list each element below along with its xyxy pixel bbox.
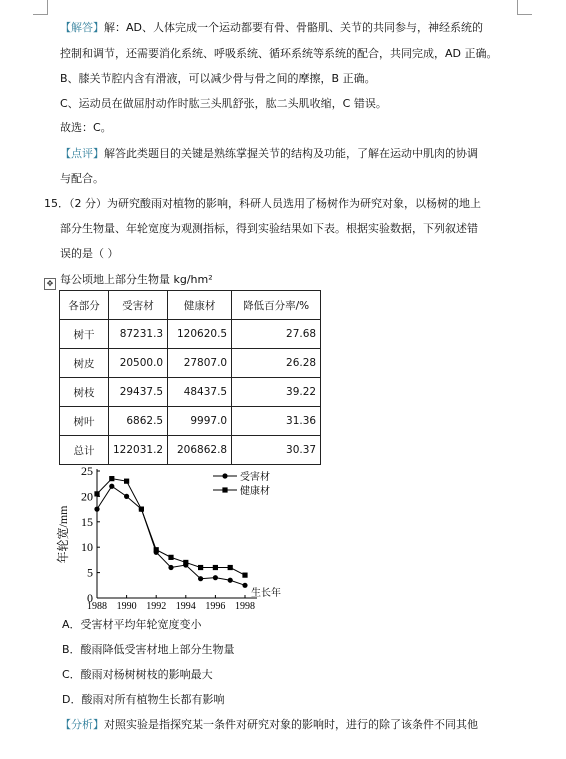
jieda-line-1 <box>60 20 483 36</box>
corner-mark-right <box>517 0 532 15</box>
data-point-square <box>154 547 159 552</box>
x-axis-label: 生长年 <box>251 588 281 599</box>
legend-marker-square <box>222 487 227 492</box>
dianping-text-1: 解答此类题目的关键是熟练掌握关节的结构及功能，了解在运动中肌肉的协调 <box>104 147 478 160</box>
x-tick-label: 1994 <box>175 601 196 610</box>
data-point-square <box>242 573 247 578</box>
biomass-table <box>59 290 321 465</box>
table-cell: 30.37 <box>232 436 321 465</box>
y-tick-label: 25 <box>81 464 93 478</box>
ring-width-chart <box>55 460 285 610</box>
table-cell: 122031.2 <box>109 436 168 465</box>
header-cell: 降低百分率/% <box>232 291 321 320</box>
y-tick-label: 15 <box>81 514 93 529</box>
table-cell: 39.22 <box>232 378 321 407</box>
y-tick-label: 5 <box>87 565 93 580</box>
dianping-tag: 【点评】 <box>60 147 104 160</box>
data-point-square <box>213 565 218 570</box>
y-tick-label: 0 <box>87 591 93 605</box>
y-tick-label: 10 <box>81 540 93 555</box>
table-header-row <box>60 291 321 320</box>
table-cell: 树叶 <box>60 407 109 436</box>
table-cell: 树皮 <box>60 349 109 378</box>
x-tick-label: 1998 <box>235 601 255 610</box>
jieda-tag: 【解答】 <box>60 21 104 34</box>
table-cell: 27.68 <box>232 320 321 349</box>
dianping-line-1 <box>60 146 478 162</box>
series-line-2 <box>97 479 245 576</box>
table-row <box>60 407 321 436</box>
header-cell: 健康材 <box>168 291 232 320</box>
data-point-circle <box>213 575 218 580</box>
data-point-square <box>228 565 233 570</box>
legend-label: 受害材 <box>240 472 270 483</box>
table-cell: 87231.3 <box>109 320 168 349</box>
fenxi-text-1: 对照实验是指探究某一条件对研究对象的影响时，进行的除了该条件不同其他 <box>104 718 478 731</box>
table-caption: 每公顷地上部分生物量 kg/hm² <box>60 273 213 286</box>
table-cell: 20500.0 <box>109 349 168 378</box>
data-point-square <box>109 476 114 481</box>
data-point-square <box>94 491 99 496</box>
data-point-square <box>124 479 129 484</box>
data-point-circle <box>94 507 99 512</box>
data-point-square <box>139 507 144 512</box>
legend-label: 健康材 <box>240 486 270 497</box>
option-b-explanation: B、膝关节腔内含有滑液，可以减少骨与骨之间的摩擦，B 正确。 <box>60 72 376 85</box>
question-15-line-2: 部分生物量、年轮宽度为观测指标，得到实验结果如下表。根据实验数据，下列叙述错 <box>60 222 478 235</box>
table-cell: 树干 <box>60 320 109 349</box>
fenxi-line-1 <box>60 717 478 733</box>
table-cell: 树枝 <box>60 378 109 407</box>
table-move-handle-icon[interactable]: ✥ <box>44 278 56 290</box>
x-tick-label: 1992 <box>146 601 167 610</box>
table-cell: 26.28 <box>232 349 321 378</box>
option-a[interactable]: A．受害材平均年轮宽度变小 <box>62 618 202 631</box>
table-cell: 9997.0 <box>168 407 232 436</box>
header-cell: 受害材 <box>109 291 168 320</box>
option-c[interactable]: C．酸雨对杨树树枝的影响最大 <box>62 668 213 681</box>
data-point-square <box>168 555 173 560</box>
jieda-line-2: 控制和调节，还需要消化系统、呼吸系统、循环系统等系统的配合，共同完成，AD 正确。 <box>60 47 498 60</box>
question-15-line-1: 15．（2 分）为研究酸雨对植物的影响，科研人员选用了杨树作为研究对象，以杨树的地上 <box>44 197 481 210</box>
jieda-text-1: 解：AD、人体完成一个运动都要有骨、骨骼肌、关节的共同参与，神经系统的 <box>104 21 483 34</box>
data-point-circle <box>168 565 173 570</box>
table-cell: 27807.0 <box>168 349 232 378</box>
data-point-circle <box>228 578 233 583</box>
table-row <box>60 349 321 378</box>
fenxi-tag: 【分析】 <box>60 718 104 731</box>
option-c-explanation: C、运动员在做屈肘动作时肱三头肌舒张，肱二头肌收缩，C 错误。 <box>60 97 387 110</box>
option-d[interactable]: D．酸雨对所有植物生长都有影响 <box>62 693 225 706</box>
dianping-line-2: 与配合。 <box>60 172 104 185</box>
table-cell: 206862.8 <box>168 436 232 465</box>
option-b[interactable]: B．酸雨降低受害材地上部分生物量 <box>62 643 235 656</box>
x-tick-label: 1988 <box>87 601 107 610</box>
data-point-circle <box>124 494 129 499</box>
table-cell: 29437.5 <box>109 378 168 407</box>
data-point-circle <box>109 484 114 489</box>
x-tick-label: 1996 <box>205 601 226 610</box>
data-point-square <box>198 565 203 570</box>
data-point-square <box>183 560 188 565</box>
answer-line: 故选：C。 <box>60 121 112 134</box>
table-row <box>60 378 321 407</box>
question-15-line-3: 误的是（ ） <box>60 247 119 260</box>
data-point-circle <box>242 583 247 588</box>
table-row <box>60 320 321 349</box>
header-cell: 各部分 <box>60 291 109 320</box>
table-cell: 31.36 <box>232 407 321 436</box>
table-cell: 48437.5 <box>168 378 232 407</box>
table-cell: 6862.5 <box>109 407 168 436</box>
series-line-1 <box>97 486 245 585</box>
y-tick-label: 20 <box>81 489 93 504</box>
table-cell: 总计 <box>60 436 109 465</box>
data-point-circle <box>198 576 203 581</box>
y-axis-label: 年轮宽/mm <box>56 505 70 564</box>
corner-mark-left <box>33 0 48 15</box>
legend-marker-circle <box>222 473 227 478</box>
x-tick-label: 1990 <box>116 601 137 610</box>
table-cell: 120620.5 <box>168 320 232 349</box>
